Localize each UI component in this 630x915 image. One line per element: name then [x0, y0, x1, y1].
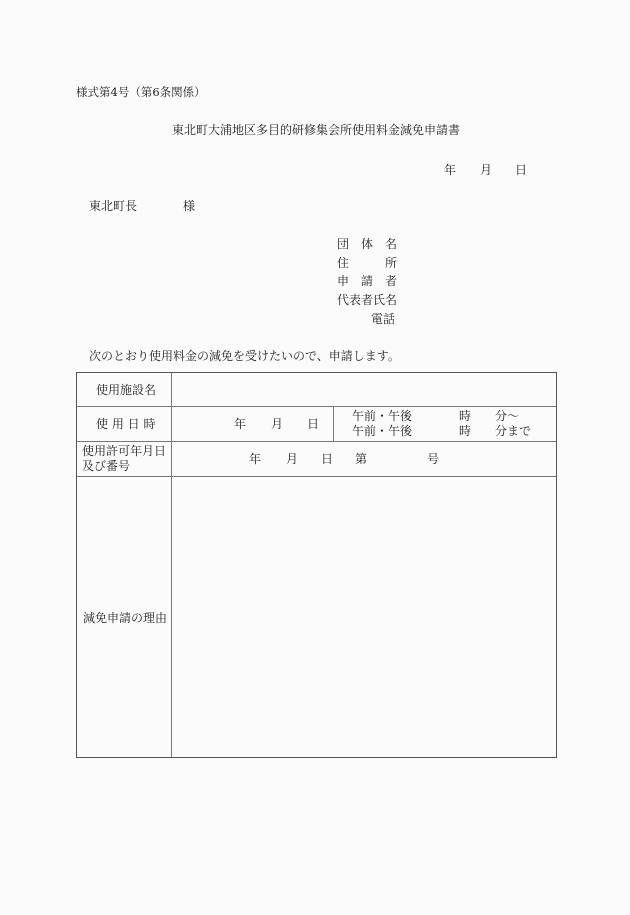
permit-date-number-field[interactable] — [173, 442, 555, 475]
addressee-honorific: 様 — [183, 199, 196, 213]
usage-time-field[interactable] — [335, 407, 555, 440]
usage-date-field[interactable] — [173, 407, 332, 440]
end-hour-label: 時 — [459, 424, 472, 438]
representative-label: 代表者氏名 — [337, 293, 398, 307]
reduction-reason-label: 減免申請の理由 — [83, 611, 168, 625]
phone-label: 電話 — [371, 312, 396, 326]
permit-number-suffix: 号 — [427, 452, 440, 466]
facility-name-field[interactable] — [173, 374, 555, 405]
end-minute-label: 分まで — [495, 424, 532, 438]
date-year-label: 年 — [444, 163, 457, 177]
end-ampm-label: 午前・午後 — [352, 424, 413, 438]
applicant-label: 申 請 者 — [337, 274, 398, 288]
date-time-divider — [333, 406, 334, 441]
usage-datetime-label: 使 用 日 時 — [96, 417, 156, 431]
permit-month-label: 月 — [286, 452, 299, 466]
start-hour-label: 時 — [459, 409, 472, 423]
usage-month-label: 月 — [271, 417, 284, 431]
form-code: 様式第4号（第6条関係） — [76, 85, 206, 99]
permit-date-label-line1: 使用許可年月日 — [82, 444, 167, 458]
permit-number-prefix: 第 — [355, 452, 368, 466]
column-divider — [171, 373, 172, 757]
date-day-label: 日 — [515, 163, 528, 177]
document-title: 東北町大浦地区多目的研修集会所使用料金減免申請書 — [172, 123, 461, 137]
group-name-label: 団 体 名 — [337, 237, 398, 251]
reduction-reason-field[interactable] — [173, 477, 555, 755]
start-ampm-label: 午前・午後 — [352, 409, 413, 423]
start-minute-label: 分〜 — [495, 409, 520, 423]
facility-name-label: 使用施設名 — [96, 383, 157, 397]
addressee-name: 東北町長 — [89, 199, 138, 213]
permit-day-label: 日 — [321, 452, 334, 466]
usage-year-label: 年 — [234, 417, 247, 431]
request-statement: 次のとおり使用料金の減免を受けたいので、申請します。 — [89, 349, 400, 363]
application-table — [76, 372, 557, 758]
address-label: 住 所 — [337, 256, 398, 270]
date-month-label: 月 — [480, 163, 493, 177]
permit-year-label: 年 — [249, 452, 262, 466]
permit-date-label-line2: 及び番号 — [82, 459, 131, 473]
usage-day-label: 日 — [307, 417, 320, 431]
